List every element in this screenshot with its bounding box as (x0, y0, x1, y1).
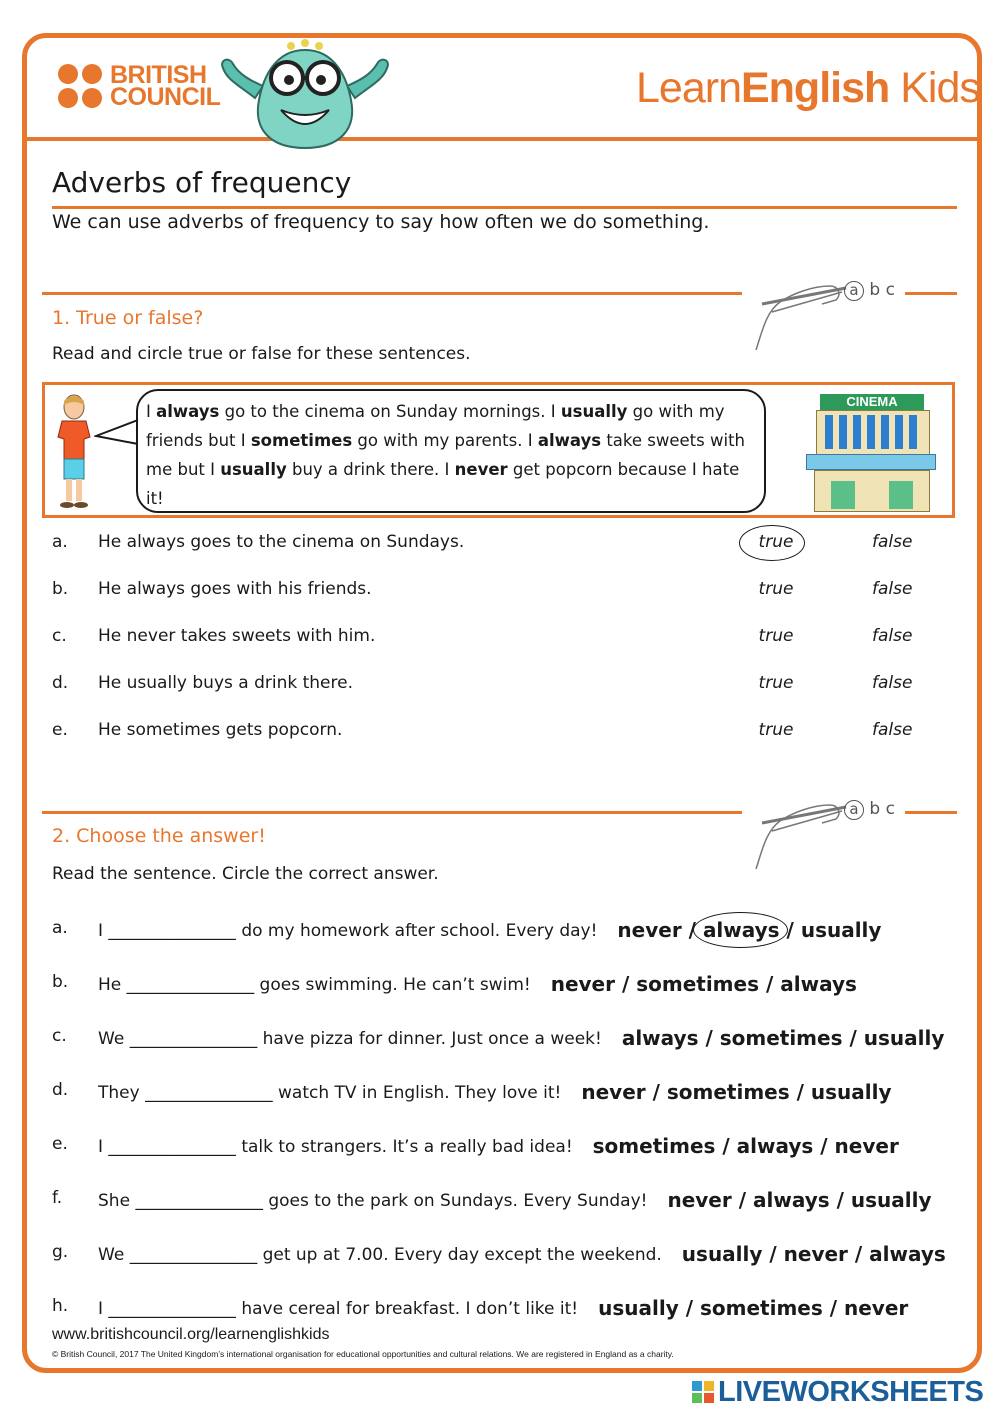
item-sentence: I _______________ have cereal for breakfast. I don’t like it! usually / sometimes / never (98, 1296, 909, 1320)
choose-answer-row (52, 1016, 962, 1060)
item-letter: a. (52, 918, 68, 938)
item-letter: d. (52, 673, 69, 693)
section1-title: 1. True or false? (52, 307, 204, 329)
item-letter: h. (52, 1296, 69, 1316)
item-sentence: He always goes to the cinema on Sundays. (98, 532, 465, 552)
page-title: Adverbs of frequency (52, 166, 352, 199)
item-letter: b. (52, 972, 69, 992)
section1-hand-circled: a (844, 281, 864, 301)
answer-blank[interactable]: _______________ (108, 1137, 236, 1157)
answer-options: never / sometimes / always (550, 972, 857, 996)
section2-title: 2. Choose the answer! (52, 825, 266, 847)
answer-option[interactable]: sometimes (719, 1026, 843, 1050)
footer-url[interactable]: www.britishcouncil.org/learnenglishkids (52, 1326, 330, 1343)
learnenglish-kids-logo (636, 64, 980, 113)
answer-options: usually / sometimes / never (598, 1296, 909, 1320)
answer-options: sometimes / always / never (592, 1134, 899, 1158)
answer-option[interactable]: always (869, 1242, 946, 1266)
item-letter: b. (52, 579, 69, 599)
answer-option[interactable]: usually (800, 918, 882, 942)
item-letter: e. (52, 1134, 68, 1154)
true-false-row (52, 618, 957, 658)
item-letter: d. (52, 1080, 69, 1100)
choose-answer-row (52, 908, 962, 952)
true-option[interactable]: true (758, 673, 794, 693)
story-segment: buy a drink there. I (286, 460, 455, 479)
item-sentence: We _______________ get up at 7.00. Every day except the weekend. usually / never / always (98, 1242, 946, 1266)
story-segment: I (146, 402, 157, 421)
answer-option[interactable]: never (834, 1134, 899, 1158)
story-segment: go with my friends but I (146, 402, 725, 450)
bc-line1: BRITISH (110, 61, 207, 89)
false-option[interactable]: false (872, 626, 913, 646)
bc-line2: COUNCIL (110, 83, 221, 111)
section1-divider-left (42, 292, 742, 295)
choose-answer-row (52, 1232, 962, 1276)
story-adverb: always (156, 402, 220, 421)
item-letter: c. (52, 626, 67, 646)
answer-option[interactable]: sometimes (699, 1296, 823, 1320)
answer-option[interactable]: never (550, 972, 615, 996)
item-sentence: He never takes sweets with him. (98, 626, 376, 646)
answer-options: never / always / usually (667, 1188, 932, 1212)
section2-hand-circled: a (844, 800, 864, 820)
item-letter: a. (52, 532, 68, 552)
answer-options: never / sometimes / usually (581, 1080, 892, 1104)
section2-hand-writing-icon (752, 791, 902, 875)
answer-options: usually / never / always (681, 1242, 946, 1266)
answer-option[interactable]: usually (598, 1296, 679, 1320)
answer-option[interactable]: never (581, 1080, 646, 1104)
item-sentence: I _______________ do my homework after school. Every day! never / always / usually (98, 918, 882, 942)
answer-option[interactable]: sometimes (636, 972, 759, 996)
answer-option[interactable]: usually (810, 1080, 892, 1104)
true-option[interactable]: true (758, 626, 794, 646)
answer-option[interactable]: always (780, 972, 857, 996)
answer-blank[interactable]: _______________ (129, 1029, 258, 1049)
liveworksheets-text: LIVEWORKSHEETS (718, 1376, 984, 1408)
liveworksheets-logo (692, 1376, 983, 1409)
answer-option[interactable]: usually (863, 1026, 945, 1050)
cinema-sign: CINEMA (820, 394, 924, 410)
cinema-building-icon (806, 390, 936, 514)
choose-answer-row (52, 1124, 962, 1168)
item-sentence: He _______________ goes swimming. He can’t swim! never / sometimes / always (98, 972, 857, 996)
answer-option[interactable]: never (617, 918, 682, 942)
lek-kids: Kids (900, 64, 980, 112)
answer-options: always / sometimes / usually (621, 1026, 945, 1050)
lek-learn: Learn (636, 64, 741, 112)
item-letter: e. (52, 720, 68, 740)
story-adverb: usually (560, 402, 628, 421)
item-letter: f. (52, 1188, 63, 1208)
story-segment: go to the cinema on Sunday mornings. I (219, 402, 561, 421)
story-adverb: sometimes (250, 431, 353, 450)
choose-answer-row (52, 1286, 962, 1330)
answer-option[interactable]: always (621, 1026, 699, 1050)
true-option[interactable]: true (758, 579, 794, 599)
story-text (146, 402, 745, 508)
answer-option[interactable]: never (783, 1242, 848, 1266)
section2-divider-right (905, 811, 957, 814)
speech-bubble-tail (94, 418, 140, 448)
answer-option[interactable]: usually (850, 1188, 932, 1212)
item-sentence: He sometimes gets popcorn. (98, 720, 343, 740)
section1-hand-writing-icon (752, 272, 902, 356)
lek-english: English (740, 64, 890, 112)
answer-option[interactable]: sometimes (666, 1080, 790, 1104)
item-sentence: We _______________ have pizza for dinner. Just once a week! always / sometimes / usually (98, 1026, 945, 1050)
story-adverb: usually (220, 460, 287, 479)
choose-answer-row (52, 1178, 962, 1222)
false-option[interactable]: false (872, 673, 913, 693)
false-option[interactable]: false (872, 720, 913, 740)
story-speech-bubble (136, 389, 766, 513)
story-segment: go with my parents. I (352, 431, 538, 450)
false-option[interactable]: false (872, 532, 913, 552)
answer-option[interactable]: always (752, 1188, 830, 1212)
answer-blank[interactable]: _______________ (145, 1083, 273, 1103)
item-sentence: He usually buys a drink there. (98, 673, 353, 693)
title-underline (52, 206, 957, 209)
item-sentence: He always goes with his friends. (98, 579, 372, 599)
answer-blank[interactable]: _______________ (108, 921, 236, 941)
boy-character-icon (50, 393, 100, 515)
item-sentence: I _______________ talk to strangers. It’s a really bad idea! sometimes / always / never (98, 1134, 899, 1158)
true-option[interactable]: true (758, 720, 794, 740)
choose-answer-row (52, 962, 962, 1006)
item-sentence: She _______________ goes to the park on Sundays. Every Sunday! never / always / usually (98, 1188, 932, 1212)
choose-answer-row (52, 1070, 962, 1114)
answer-blank[interactable]: _______________ (126, 975, 255, 995)
liveworksheets-icon (692, 1381, 714, 1405)
answer-option[interactable]: always (702, 918, 780, 942)
answer-blank[interactable]: _______________ (135, 1191, 263, 1211)
answer-options: never / always / usually (617, 918, 882, 942)
true-false-row (52, 712, 957, 752)
story-adverb: never (454, 460, 508, 479)
section1-divider-right (905, 292, 957, 295)
answer-option[interactable]: usually (681, 1242, 763, 1266)
false-option[interactable]: false (872, 579, 913, 599)
item-letter: g. (52, 1242, 69, 1262)
story-adverb: always (537, 431, 602, 450)
item-letter: c. (52, 1026, 67, 1046)
header-divider (27, 137, 977, 141)
answer-blank[interactable]: _______________ (108, 1299, 236, 1319)
answer-option[interactable]: sometimes (592, 1134, 716, 1158)
section2-hand-letters: b c (869, 799, 895, 819)
answer-option[interactable]: never (844, 1296, 909, 1320)
true-false-row (52, 665, 957, 705)
section1-instruction: Read and circle true or false for these sentences. (52, 344, 471, 364)
section2-divider-left (42, 811, 742, 814)
section1-hand-letters: b c (869, 280, 895, 300)
monster-mascot-icon (215, 38, 395, 153)
british-council-logo (58, 61, 221, 111)
answer-blank[interactable]: _______________ (129, 1245, 258, 1265)
true-false-row (52, 524, 957, 564)
story-segment: take sweets with me but I (146, 431, 745, 479)
true-false-row (52, 571, 957, 611)
section2-instruction: Read the sentence. Circle the correct answer. (52, 864, 439, 884)
answer-option[interactable]: never (667, 1188, 732, 1212)
story-segment: get popcorn because I hate it! (146, 460, 740, 508)
footer-copyright: © British Council, 2017 The United Kingdom’s international organisation for educational opportunities and cultural relations. We are registered in England as a charity. (52, 1349, 674, 1359)
british-council-dots-icon (58, 64, 102, 108)
intro-text: We can use adverbs of frequency to say how often we do something. (52, 211, 710, 233)
true-option[interactable]: true (752, 532, 800, 552)
answer-option[interactable]: always (736, 1134, 814, 1158)
item-sentence: They _______________ watch TV in English. They love it! never / sometimes / usually (98, 1080, 892, 1104)
